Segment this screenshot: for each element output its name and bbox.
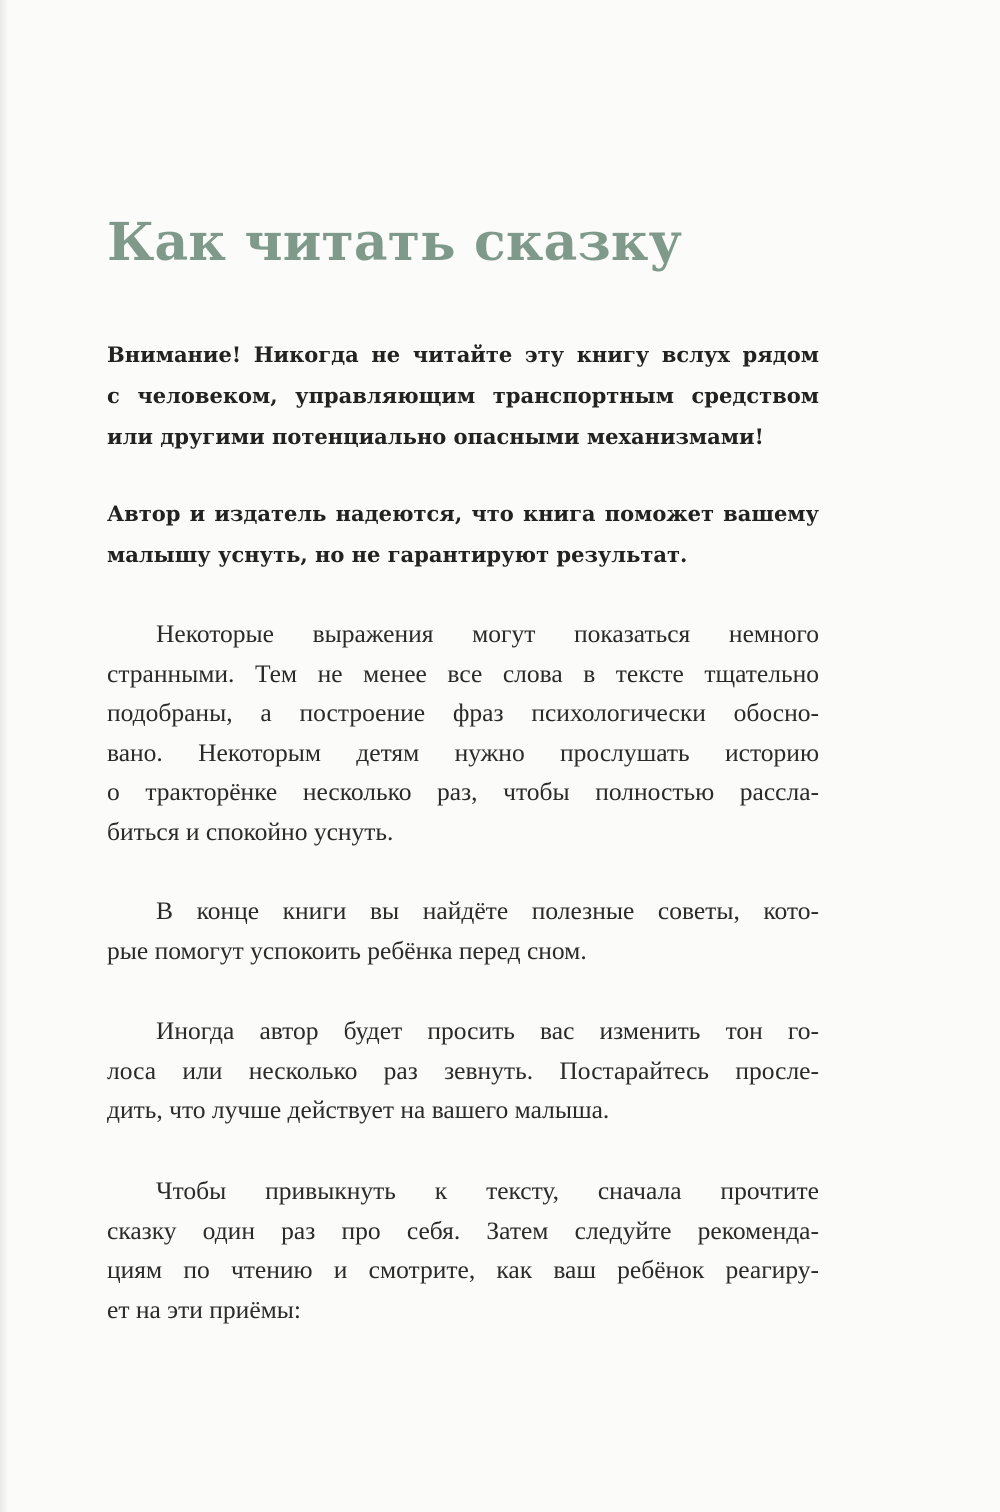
paragraph-line: сказку один раз про себя. Затем следуйте рекоменда- [107, 1215, 819, 1245]
paragraph-line: ет на эти приёмы: [107, 1294, 302, 1324]
disclaimer-line: Автор и издатель надеются, что книга поможет вашему [107, 501, 819, 526]
paragraph-voice-tone [107, 1011, 819, 1130]
paragraph-wording-note [107, 614, 819, 851]
warning-notice [107, 334, 819, 457]
paragraph-line: дить, что лучше действует на вашего малыша. [107, 1095, 610, 1124]
paragraph-line: лоса или несколько раз зевнуть. Постарайтесь просле- [107, 1055, 819, 1085]
paragraph-line: Чтобы привыкнуть к тексту, сначала прочтите [156, 1176, 819, 1205]
paragraph-line: Иногда автор будет просить вас изменить тон го- [156, 1016, 819, 1045]
paragraph-line: о тракторёнке несколько раз, чтобы полностью рассла- [107, 777, 819, 806]
paragraph-line: биться и спокойно уснуть. [107, 816, 394, 846]
paragraph-useful-tips [107, 891, 819, 970]
warning-line: с человеком, управляющим транспортным средством [107, 383, 819, 408]
paragraph-line: циям по чтению и смотрите, как ваш ребёнок реагиру- [107, 1255, 819, 1284]
disclaimer-notice [107, 493, 819, 575]
page-title: Как читать сказку [107, 212, 683, 273]
disclaimer-line: малышу уснуть, но не гарантируют результат. [107, 542, 688, 567]
paragraph-line: Некоторые выражения могут показаться немного [156, 619, 819, 648]
paragraph-line: странными. Тем не менее все слова в тексте тщательно [107, 658, 819, 688]
page-binding-edge [0, 0, 8, 1512]
paragraph-line: подобраны, а построение фраз психологически обосно- [107, 698, 819, 727]
paragraph-line: В конце книги вы найдёте полезные советы, кото- [156, 896, 819, 925]
warning-line: Внимание! Никогда не читайте эту книгу вслух рядом [107, 342, 819, 367]
paragraph-line: рые помогут успокоить ребёнка перед сном. [107, 935, 587, 965]
warning-line: или другими потенциально опасными механизмами! [107, 424, 764, 449]
paragraph-read-first [107, 1171, 819, 1329]
paragraph-line: вано. Некоторым детям нужно прослушать историю [107, 737, 819, 767]
